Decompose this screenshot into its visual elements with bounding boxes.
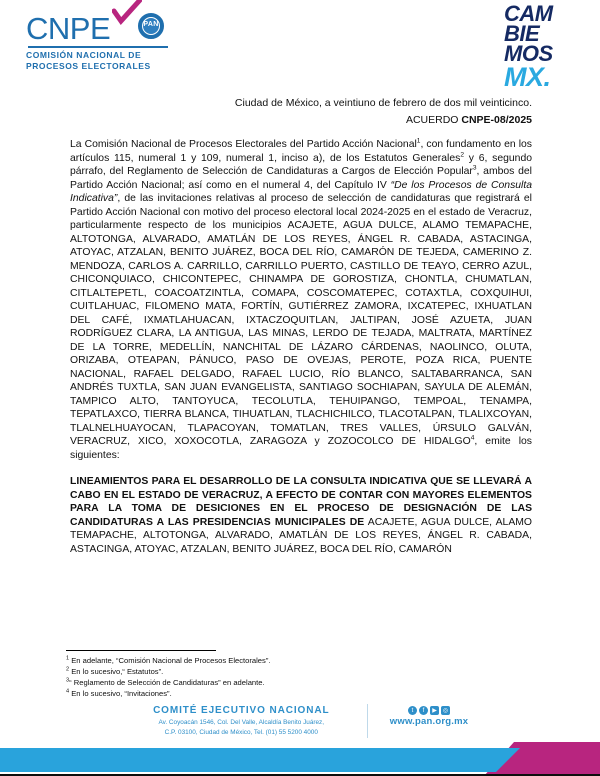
footnotes-block	[66, 650, 406, 699]
footnote-ref-3: 3	[472, 164, 477, 172]
committee-address-line1: Av. Coyoacán 1546, Col. Del Valle, Alcaldía Benito Juárez,	[158, 719, 325, 726]
footnote-item	[66, 677, 406, 688]
footer-info	[0, 702, 600, 742]
paragraph-lineamientos	[70, 475, 532, 556]
cambiemos-line-4: MX.	[504, 61, 551, 92]
footnote-separator	[66, 650, 216, 651]
lineamientos-heading-text: LINEAMIENTOS PARA EL DESARROLLO DE LA CONSULTA INDICATIVA QUE SE LLEVARÁ A CABO EN EL ESTADO DE VERACRUZ, A EFECTO DE CONTAR CON MAYORES ELEMENTOS PARA LA TOMA DE DESICIONES EN EL PROCESO DE DESIGNACIÓN DE LAS CANDIDATURAS A LAS PRESIDENCIAS MUNICIPALES DE	[70, 476, 532, 528]
footnote-marker: 2	[66, 666, 70, 673]
footnote-ref-4: 4	[470, 434, 475, 442]
website-url[interactable]: www.pan.org.mx	[389, 716, 469, 727]
cambiemos-mx-logo	[504, 1, 590, 92]
agreement-number	[70, 113, 532, 129]
footnote-text: En lo sucesivo,“ Estatutos”.	[69, 667, 164, 676]
committee-title: COMITÉ EJECUTIVO NACIONAL	[153, 705, 330, 716]
lineamientos-municipalities: ACAJETE, AGUA DULCE, ALAMO TEMAPACHE, ALTOTONGA, ALVARADO, AMATLÁN DE LOS REYES, ÁNGEL R. CABADA, ASTACINGA, ATOYAC, ATZALAN, BENITO JUÁREZ, BOCA DEL RÍO, CAMARÓN	[70, 516, 532, 555]
paragraph-preamble	[70, 138, 532, 462]
social-icon-row	[390, 706, 468, 715]
agreement-label: ACUERDO	[405, 113, 462, 126]
instagram-icon[interactable]: ◎	[442, 707, 449, 714]
para1-t6: , emite los siguientes:	[70, 436, 532, 461]
para1-t5: , de las invitaciones relativas al proceso de selección de candidaturas que registrará el Partido Acción Nacional con motivo del proceso electoral local 2024-2025 en el estado de Veracruz, particularmente respecto de los municipios ACAJETE, AGUA DULCE, ALAMO TEMAPACHE, ALTOTONGA, ALVARADO, AMATLÁN DE LOS REYES, ÁNGEL R. CABADA, ASTACINGA, ATOYAC, ATZALAN, BENITO JUÁREZ, BOCA DEL RÍO, CAMARÓN DE TEJEDA, CAMERINO Z. MENDOZA, CARLOS A. CARRILLO, CARRILLO PUERTO, CASTILLO DE TEAYO, CERRO AZUL, CHICONQUIACO, CHICONTEPEC, CHINAMPA DE GOROSTIZA, CHONTLA, CHUMATLAN, CITLALTEPETL, COACOATZINTLA, COMAPA, COSCOMATEPEC, COTAXTLA, COXQUIHUI, CUITLAHUAC, FILOMENO MATA, FORTÍN, GUTIÉRREZ ZAMORA, IXCATEPEC, IXHUATLAN DEL CAFÉ, IXMATLAHUACAN, IXTACZOQUITLAN, JALTIPAN, JOSÉ AZUETA, JUAN RODRÍGUEZ CLARA, LA ANTIGUA, LAS MINAS, LERDO DE TEJADA, MALTRATA, MARTÍNEZ DE LA TORRE, MEDELLÍN, NANCHITAL DE LÁZARO CÁRDENAS, NAOLINCO, OLUTA, ORIZABA, OTEAPAN, PÁNUCO, PASO DE OVEJAS, PEROTE, POZA RICA, PUENTE NACIONAL, RAFAEL DELGADO, RAFAEL LUCIO, RÍO BLANCO, SALTABARRANCA, SAN ANDRÉS TUXTLA, SAN JUAN EVANGELISTA, SANTIAGO SOCHIAPAN, SAYULA DE ALEMÁN, TAMPICO ALTO, TANTOYUCA, TECOLUTLA, TEHUIPANGO, TEMPOAL, TENAMPA, TEPATLAXCO, TIERRA BLANCA, TIHUATLAN, TLACHICHILCO, TLACOTALPAN, TLALIXCOYAN, TLALNELHUAYOCAN, TLAPACOYAN, TOMATLAN, TRES VALLES, ÚRSULO GALVÁN, VERACRUZ, XICO, XOXOCOTLA, ZARAGOZA y ZOZOCOLCO DE HIDALGO	[70, 193, 532, 447]
facebook-icon[interactable]: f	[419, 706, 428, 715]
para1-t2: , con fundamento en los artículos 115, numeral 1 y 109, numeral 1, inciso a), de los Estatutos Generales	[70, 139, 532, 164]
para1-t4: , ambos del Partido Acción Nacional; así como en el numeral 4, del Capítulo IV	[70, 166, 532, 191]
footnote-text: En adelante, “Comisión Nacional de Procesos Electorales”.	[69, 656, 271, 665]
web-block	[368, 704, 468, 727]
cambiemos-line-1: CAM	[504, 1, 553, 26]
footnote-item	[66, 655, 406, 666]
youtube-icon[interactable]: ▶	[430, 706, 439, 715]
cnpe-subtitle	[26, 50, 206, 72]
footnote-ref-1: 1	[416, 137, 421, 145]
cnpe-letters: CNPE	[26, 11, 111, 46]
dateline-block	[70, 96, 532, 129]
cnpe-wordmark	[26, 10, 206, 44]
footnote-marker: 4	[66, 688, 70, 695]
cnpe-subtitle-line2: PROCESOS ELECTORALES	[26, 61, 151, 72]
document-header	[0, 0, 600, 98]
cnpe-logo	[26, 10, 206, 72]
para1-italic-quote: “De los Procesos de Consulta Indicativa”	[70, 179, 533, 204]
document-footer	[0, 702, 600, 776]
footnote-text: En lo sucesivo, “Invitaciones”.	[69, 689, 172, 698]
document-body	[70, 138, 532, 556]
twitter-icon[interactable]: t	[408, 706, 417, 715]
agreement-code: CNPE-08/2025	[461, 113, 532, 126]
footnote-marker: 1	[66, 655, 70, 662]
cnpe-subtitle-line1: COMISIÓN NACIONAL DE	[26, 50, 142, 60]
checkmark-icon	[112, 0, 142, 25]
pan-badge-icon	[138, 13, 164, 39]
footer-decorative-bars	[0, 742, 600, 776]
cambiemos-line-2: BIE	[504, 21, 540, 47]
pan-badge-label: PAN	[143, 21, 159, 28]
committee-block	[132, 704, 368, 738]
footnote-text: “ Reglamento de Selección de Candidaturas” en adelante.	[69, 678, 265, 687]
footnote-ref-2: 2	[460, 151, 464, 159]
cnpe-underline	[28, 46, 168, 48]
para1-t1: La Comisión Nacional de Procesos Electorales del Partido Acción Nacional	[70, 139, 417, 150]
footer-blue-bar	[0, 748, 520, 772]
footnote-item	[66, 666, 406, 677]
committee-address-line2: C.P. 03100, Ciudad de México, Tel. (01) 55 5200 4000	[164, 729, 318, 737]
footnote-marker: 3	[66, 677, 70, 684]
dateline: Ciudad de México, a veintiuno de febrero de dos mil veinticinco.	[234, 97, 532, 109]
cambiemos-line-3: MOS	[504, 41, 553, 67]
para1-t3: y 6, segundo párrafo, del Reglamento de Selección de Candidaturas a Cargos de Elección Popular	[70, 152, 533, 177]
footnote-item	[66, 688, 406, 699]
